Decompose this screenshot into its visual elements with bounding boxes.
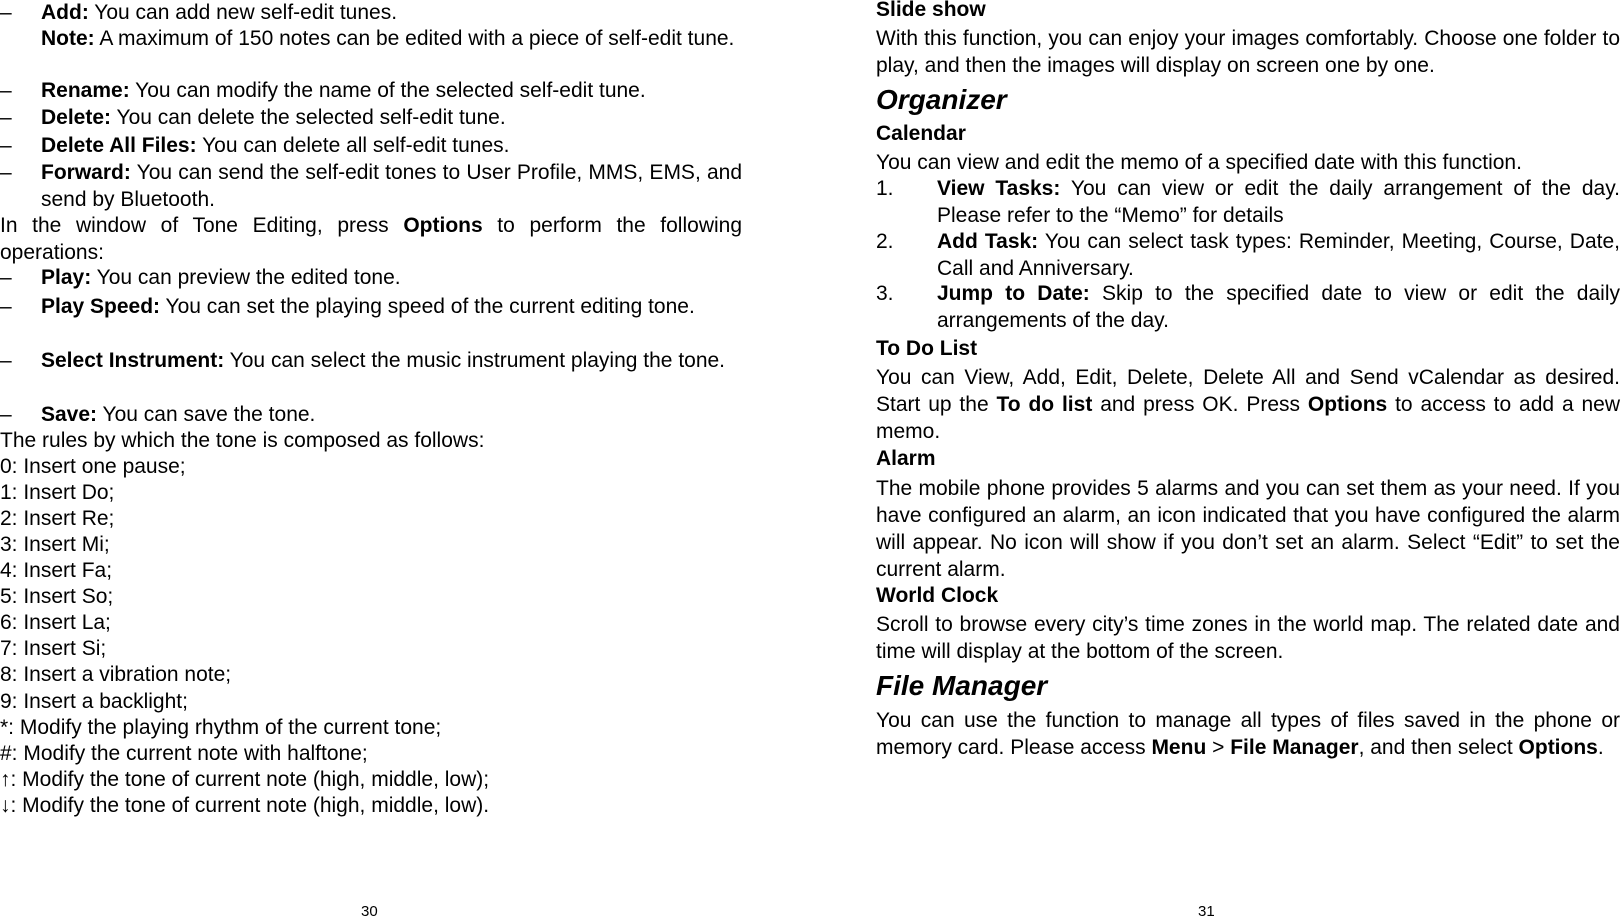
item-label: Delete: <box>41 106 112 129</box>
item-label: Rename: <box>41 79 130 102</box>
item-label: Add Task: <box>937 230 1039 253</box>
options-pre: In the window of Tone Editing, press <box>0 214 404 237</box>
rule-line: 7: Insert Si; <box>0 637 107 660</box>
item-label: View Tasks: <box>937 177 1061 200</box>
item-text: You can select the music instrument playing the tone. <box>224 349 726 372</box>
item-text: Skip to the specified date to view or edit the daily arrangements of the day. <box>937 282 1620 332</box>
note-paragraph <box>41 25 742 52</box>
todo-heading: To Do List <box>876 337 978 360</box>
item-label: Play: <box>41 266 92 289</box>
item-number: 1. <box>876 177 894 200</box>
todo-text <box>876 364 1620 445</box>
dash-marker: – <box>0 134 12 157</box>
filemanager-heading: File Manager <box>876 670 1048 701</box>
worldclock-heading: World Clock <box>876 584 999 607</box>
slideshow-text: With this function, you can enjoy your images comfortably. Choose one folder to play, and then the images will display on screen one by one. <box>876 27 1620 77</box>
dash-marker: – <box>0 106 12 129</box>
item-text: You can delete the selected self-edit tune. <box>111 106 506 129</box>
item-text: You can send the self-edit tones to User Profile, MMS, EMS, and send by Bluetooth. <box>41 161 742 211</box>
page-number: 31 <box>1198 903 1215 920</box>
options-bold: Options <box>403 214 483 237</box>
rule-line: *: Modify the playing rhythm of the current tone; <box>0 716 442 739</box>
item-label: Jump to Date: <box>937 282 1090 305</box>
item-label: Forward: <box>41 161 131 184</box>
item-text: You can view or edit the daily arrangement of the day. Please refer to the “Memo” for details <box>937 177 1620 227</box>
dash-marker: – <box>0 1 12 24</box>
item-text: You can preview the edited tone. <box>91 266 401 289</box>
item-text: You can add new self-edit tunes. <box>88 1 398 24</box>
rule-line: 2: Insert Re; <box>0 507 115 530</box>
filemanager-text <box>876 707 1620 761</box>
options-post: to perform the following operations: <box>0 214 743 264</box>
note-text: A maximum of 150 notes can be edited with a piece of self-edit tune. <box>94 27 735 50</box>
filemanager-bold-3: Options <box>1518 736 1598 759</box>
rule-line: ↓: Modify the tone of current note (high, middle, low). <box>0 794 490 817</box>
dash-marker: – <box>0 295 12 318</box>
dash-marker: – <box>0 266 12 289</box>
todo-bold-1: To do list <box>996 393 1093 416</box>
filemanager-bold-2: File Manager <box>1230 736 1359 759</box>
options-paragraph <box>0 212 742 266</box>
alarm-text: The mobile phone provides 5 alarms and you can set them as your need. If you have configured an alarm, an icon indicated that you have configured the alarm will appear. No icon will show if you don’t set an alarm. Select “Edit” to set the current alarm. <box>876 477 1620 581</box>
alarm-heading: Alarm <box>876 447 936 470</box>
item-label: Add: <box>41 1 89 24</box>
calendar-text: You can view and edit the memo of a specified date with this function. <box>876 151 1522 174</box>
filemanager-bold-1: Menu <box>1151 736 1207 759</box>
item-label: Select Instrument: <box>41 349 225 372</box>
item-number: 2. <box>876 230 894 253</box>
todo-text-2: and press OK. Press <box>1092 393 1308 416</box>
slideshow-heading: Slide show <box>876 0 986 21</box>
item-text: You can save the tone. <box>97 403 316 426</box>
dash-marker: – <box>0 161 12 184</box>
dash-marker: – <box>0 349 12 372</box>
rule-line: 8: Insert a vibration note; <box>0 663 232 686</box>
item-text: You can select task types: Reminder, Meeting, Course, Date, Call and Anniversary. <box>937 230 1620 280</box>
rule-line: #: Modify the current note with halftone; <box>0 742 368 765</box>
rule-line: 4: Insert Fa; <box>0 559 113 582</box>
rule-line: ↑: Modify the tone of current note (high, middle, low); <box>0 768 490 791</box>
filemanager-text-1: You can use the function to manage all types of files saved in the phone or memory card. Please access <box>876 709 1620 759</box>
page-number: 30 <box>361 903 378 920</box>
todo-text-3: to access to add a new memo. <box>876 393 1621 443</box>
filemanager-text-4: . <box>1597 736 1604 759</box>
todo-text-1: You can View, Add, Edit, Delete, Delete All and Send vCalendar as desired. Start up the <box>876 366 1620 416</box>
note-label: Note: <box>41 27 95 50</box>
rule-line: 6: Insert La; <box>0 611 111 634</box>
item-text: You can modify the name of the selected self-edit tune. <box>129 79 646 102</box>
rule-line: 0: Insert one pause; <box>0 455 186 478</box>
item-text: You can delete all self-edit tunes. <box>196 134 510 157</box>
rule-line: 3: Insert Mi; <box>0 533 110 556</box>
item-label: Save: <box>41 403 98 426</box>
item-label: Delete All Files: <box>41 134 197 157</box>
dash-marker: – <box>0 79 12 102</box>
rule-line: 5: Insert So; <box>0 585 114 608</box>
rule-line: 9: Insert a backlight; <box>0 690 188 713</box>
worldclock-text: Scroll to browse every city’s time zones in the world map. The related date and time will display at the bottom of the screen. <box>876 613 1620 663</box>
item-number: 3. <box>876 282 894 305</box>
organizer-heading: Organizer <box>876 84 1007 115</box>
filemanager-text-3: , and then select <box>1358 736 1519 759</box>
todo-bold-2: Options <box>1307 393 1388 416</box>
item-label: Play Speed: <box>41 295 161 318</box>
dash-marker: – <box>0 403 12 426</box>
rule-line: 1: Insert Do; <box>0 481 115 504</box>
rules-intro: The rules by which the tone is composed as follows: <box>0 429 485 452</box>
filemanager-text-2: > <box>1206 736 1231 759</box>
item-text: You can set the playing speed of the current editing tone. <box>160 295 695 318</box>
calendar-heading: Calendar <box>876 122 966 145</box>
